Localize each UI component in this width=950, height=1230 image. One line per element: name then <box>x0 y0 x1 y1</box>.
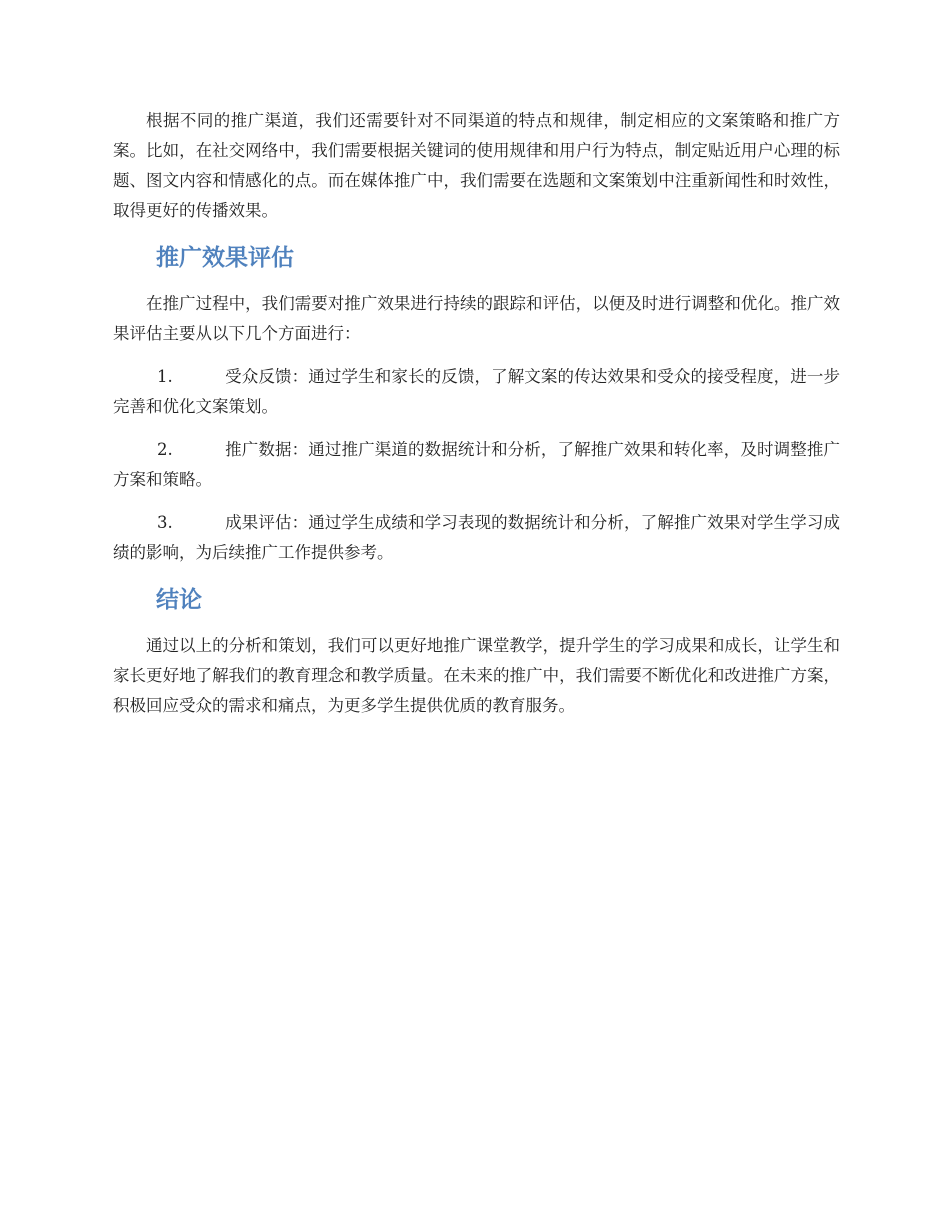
body-paragraph-evaluation-intro: 在推广过程中，我们需要对推广效果进行持续的跟踪和评估，以便及时进行调整和优化。推广效果评估主要从以下几个方面进行： <box>113 294 840 343</box>
section-heading-evaluation: 推广效果评估 <box>156 245 294 271</box>
list-item-number: 3. <box>157 513 173 532</box>
list-item <box>113 362 840 422</box>
list-item-text: 成果评估：通过学生成绩和学习表现的数据统计和分析，了解推广效果对学生学习成绩的影响，为后续推广工作提供参考。 <box>113 513 840 562</box>
list-item <box>113 508 840 568</box>
body-paragraph-channels: 根据不同的推广渠道，我们还需要针对不同渠道的特点和规律，制定相应的文案策略和推广方案。比如，在社交网络中，我们需要根据关键词的使用规律和用户行为特点，制定贴近用户心理的标题、图文内容和情感化的点。而在媒体推广中，我们需要在选题和文案策划中注重新闻性和时效性，取得更好的传播效果。 <box>113 111 840 220</box>
list-item-number: 1. <box>157 367 173 386</box>
body-paragraph-conclusion: 通过以上的分析和策划，我们可以更好地推广课堂教学，提升学生的学习成果和成长，让学生和家长更好地了解我们的教育理念和教学质量。在未来的推广中，我们需要不断优化和改进推广方案，积极回应受众的需求和痛点，为更多学生提供优质的教育服务。 <box>113 636 840 715</box>
list-item-number: 2. <box>157 440 173 459</box>
list-item <box>113 435 840 495</box>
evaluation-list <box>113 362 840 568</box>
document-page <box>113 106 840 734</box>
list-item-text: 受众反馈：通过学生和家长的反馈，了解文案的传达效果和受众的接受程度，进一步完善和优化文案策划。 <box>113 367 840 416</box>
section-heading-conclusion: 结论 <box>156 587 202 613</box>
list-item-text: 推广数据：通过推广渠道的数据统计和分析，了解推广效果和转化率，及时调整推广方案和策略。 <box>113 440 840 489</box>
